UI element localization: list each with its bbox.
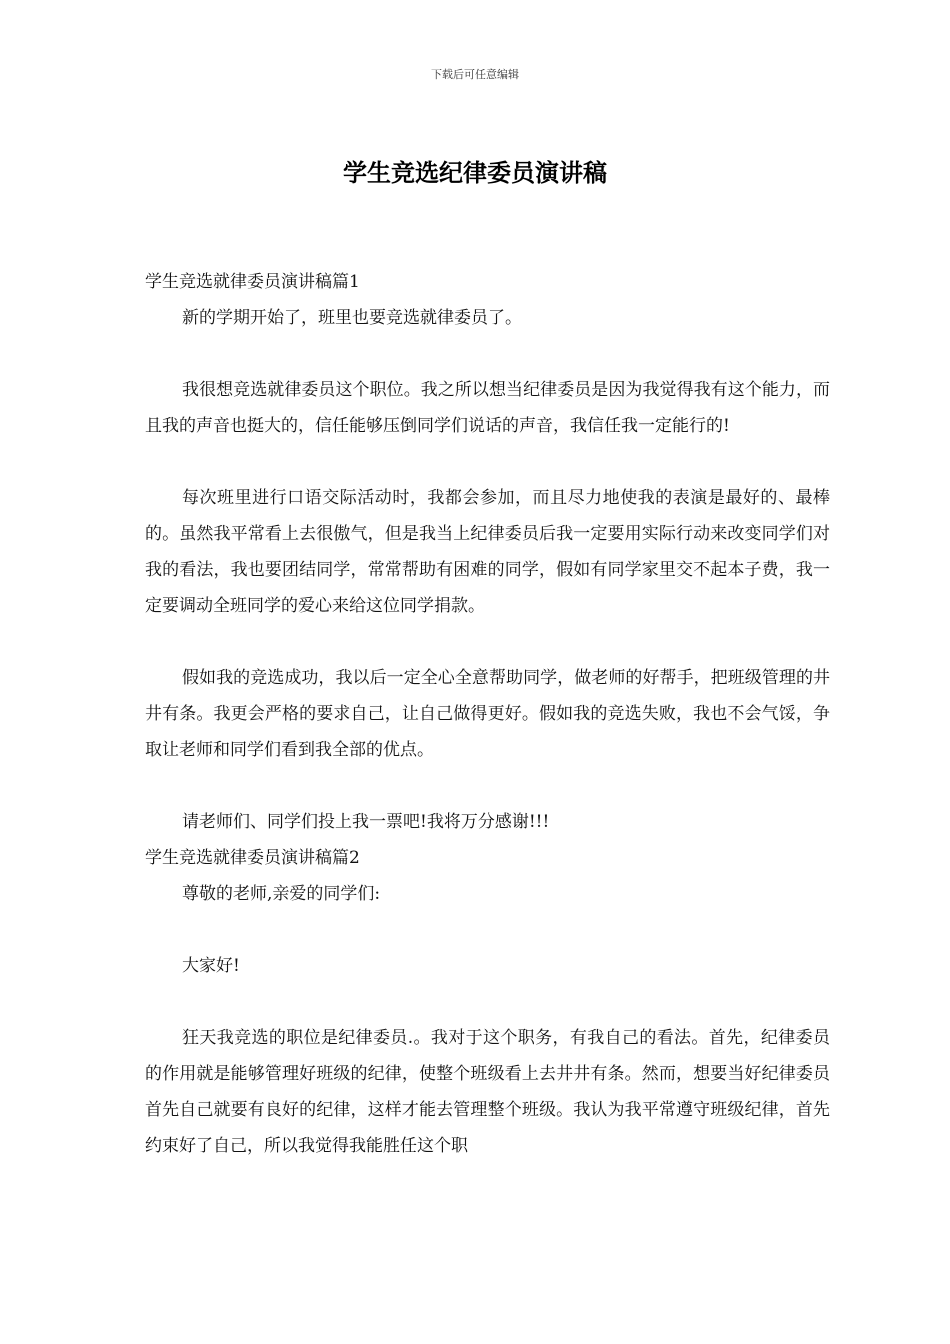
paragraph-gap — [145, 912, 830, 948]
paragraph: 我很想竞选就律委员这个职位。我之所以想当纪律委员是因为我觉得我有这个能力，而且我的声音也挺大的，信任能够压倒同学们说话的声音，我信任我一定能行的! — [145, 380, 830, 436]
paragraph-gap — [145, 444, 830, 480]
paragraph: 每次班里进行口语交际活动时，我都会参加，而且尽力地使我的表演是最好的、最棒的。虽然我平常看上去很傲气，但是我当上纪律委员后我一定要用实际行动来改变同学们对我的看法，我也要团结同学，常常帮助有困难的同学，假如有同学家里交不起本子费，我一定要调动全班同学的爱心来给这位同学捐款。 — [145, 488, 830, 616]
document-title: 学生竞选纪律委员演讲稿 — [343, 159, 607, 187]
paragraph: 请老师们、同学们投上我一票吧!我将万分感谢!!! — [182, 812, 550, 832]
document-body — [145, 264, 830, 1164]
paragraph-gap — [145, 984, 830, 1020]
paragraph: 新的学期开始了，班里也要竞选就律委员了。 — [182, 308, 522, 328]
paragraph: 大家好! — [182, 956, 240, 976]
paragraph-gap — [145, 336, 830, 372]
paragraph-gap — [145, 624, 830, 660]
paragraph: 尊敬的老师,亲爱的同学们: — [182, 884, 381, 904]
section-heading: 学生竞选就律委员演讲稿篇1 — [145, 272, 360, 292]
section-heading: 学生竞选就律委员演讲稿篇2 — [145, 848, 360, 868]
paragraph-gap — [145, 768, 830, 804]
paragraph: 假如我的竞选成功，我以后一定全心全意帮助同学，做老师的好帮手，把班级管理的井井有条。我更会严格的要求自己，让自己做得更好。假如我的竞选失败，我也不会气馁，争取让老师和同学们看到我全部的优点。 — [145, 668, 830, 760]
paragraph: 狂天我竞选的职位是纪律委员.。我对于这个职务，有我自己的看法。首先，纪律委员的作用就是能够管理好班级的纪律，使整个班级看上去井井有条。然而，想要当好纪律委员首先自己就要有良好的纪律，这样才能去管理整个班级。我认为我平常遵守班级纪律，首先约束好了自己，所以我觉得我能胜任这个职 — [145, 1028, 830, 1156]
page-header: 下载后可任意编辑 — [431, 68, 519, 81]
